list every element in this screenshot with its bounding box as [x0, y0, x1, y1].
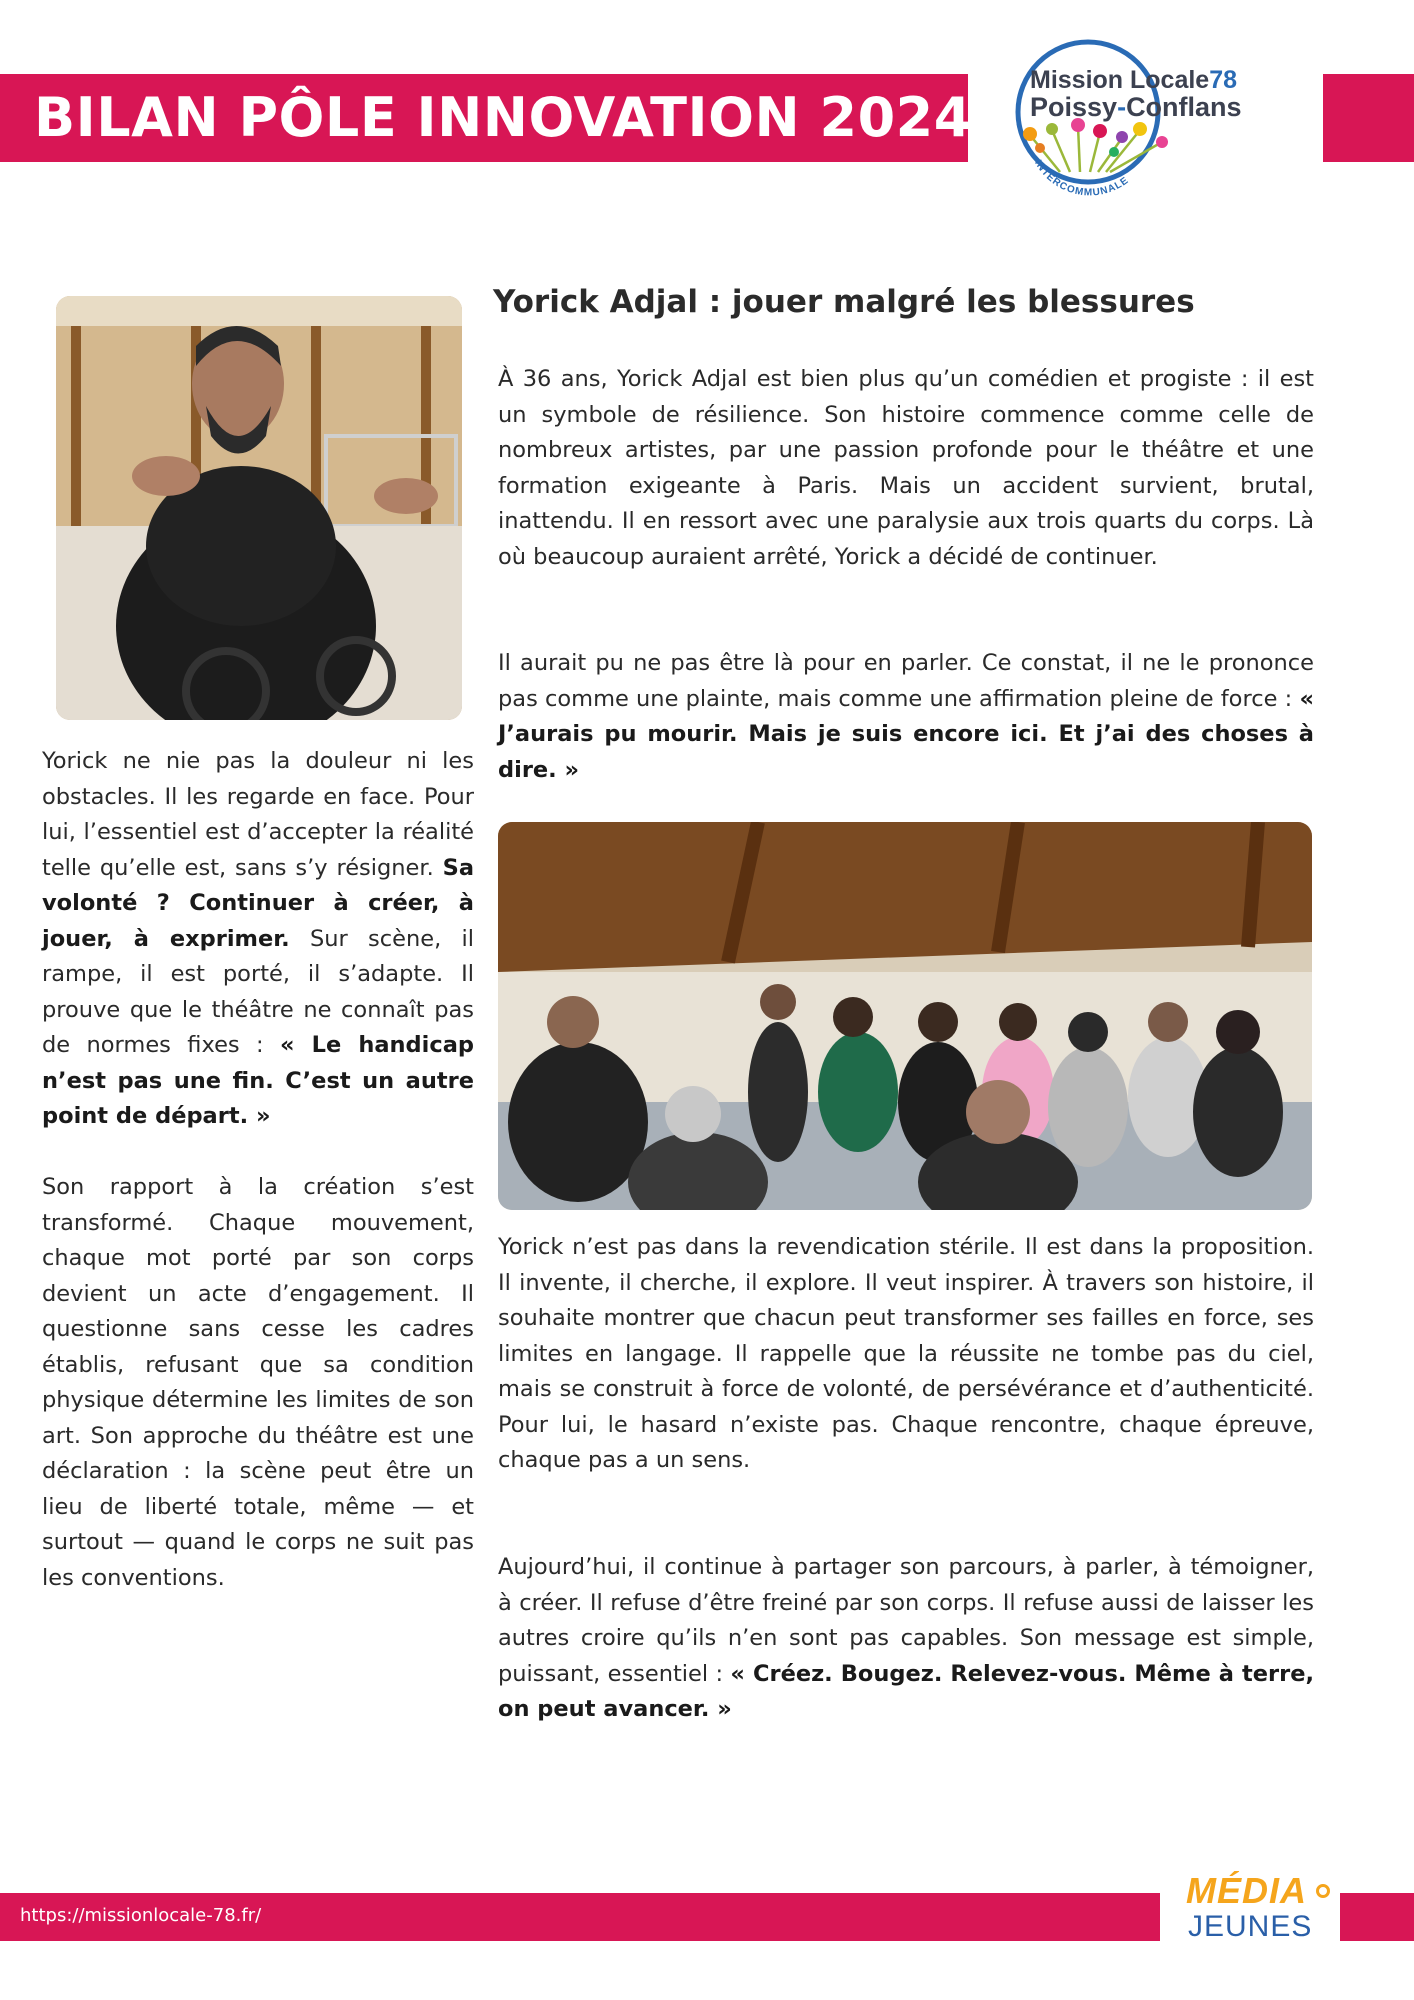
logo-title: Mission Locale78 [1030, 66, 1238, 94]
quote-3: « Créez. Bougez. Relevez-vous. Même à terre, on peut avancer. » [498, 1660, 1314, 1722]
logo-subtitle: Poissy-Conflans [1030, 92, 1242, 122]
quote-1: « J’aurais pu mourir. Mais je suis encore ici. Et j’ai des choses à dire. » [498, 685, 1314, 783]
article-title: Yorick Adjal : jouer malgré les blessures [493, 284, 1195, 320]
footer-band-right [1340, 1893, 1414, 1941]
left-paragraph-2: Son rapport à la création s’est transformé. Chaque mouvement, chaque mot porté par son corps devient un acte d’engagement. Il questionne sans cesse les cadres établis, refusant que sa condition physique détermine les limites de son art. Son approche du théâtre est une déclaration : la scène peut être un lieu de liberté totale, même — et surtout — quand le corps ne suit pas les conventions. [42, 1174, 474, 1591]
header-band-right [1323, 74, 1414, 162]
mission-locale-logo[interactable] [990, 30, 1310, 210]
article-paragraph-2: Il aurait pu ne pas être là pour en parler. Ce constat, il ne le prononce pas comme une plainte, mais comme une affirmation pleine de force : « J’aurais pu mourir. Mais je suis encore ici. Et j’ai des choses à dire. » [498, 650, 1314, 783]
article-paragraph-1: À 36 ans, Yorick Adjal est bien plus qu’un comédien et progiste : il est un symbole de résilience. Son histoire commence comme celle de nombreux artistes, par une passion profonde pour le théâtre et une formation exigeante à Paris. Mais un accident survient, brutal, inattendu. Il en ressort avec une paralysie aux trois quarts du corps. Là où beaucoup auraient arrêté, Yorick a décidé de continuer. [498, 366, 1314, 570]
article-paragraph-4: Aujourd’hui, il continue à partager son parcours, à parler, à témoigner, à créer. Il refuse d’être freiné par son corps. Il refuse aussi de laisser les autres croire qu’ils n’en sont pas capables. Son message est simple, puissant, essentiel : « Créez. Bougez. Relevez-vous. Même à terre, on peut avancer. » [498, 1554, 1314, 1722]
media-logo-top: MÉDIA [1186, 1870, 1307, 1911]
target-icon [1316, 1884, 1330, 1898]
logo-badge [990, 30, 1310, 210]
media-jeunes-logo[interactable] [1178, 1870, 1338, 1950]
footer-url-link[interactable]: https://missionlocale-78.fr/ [20, 1905, 262, 1926]
page-title: BILAN PÔLE INNOVATION 2024 [34, 86, 972, 149]
svg-text:INTERCOMMUNALE: INTERCOMMUNALE [1032, 158, 1132, 199]
portrait-photo [56, 296, 462, 720]
left-paragraph-1: Yorick ne nie pas la douleur ni les obstacles. Il les regarde en face. Pour lui, l’essentiel est d’accepter la réalité telle qu’elle est, sans s’y résigner. Sa volonté ? Continuer à créer, à jouer, à exprimer. Sur scène, il rampe, il est porté, il s’adapte. Il prouve que le théâtre ne connaît pas de normes fixes : « Le handicap n’est pas une fin. C’est un autre point de départ. » [42, 748, 474, 1129]
group-photo [498, 822, 1312, 1210]
media-logo-bottom: JEUNES [1188, 1910, 1313, 1943]
article-paragraph-3: Yorick n’est pas dans la revendication stérile. Il est dans la proposition. Il invente, il cherche, il explore. Il veut inspirer. À travers son histoire, il souhaite montrer que chacun peut transformer ses failles en force, ses limites en langage. Il rappelle que la réussite ne tombe pas du ciel, mais se construit à force de volonté, de persévérance et d’authenticité. Pour lui, le hasard n’existe pas. Chaque rencontre, chaque épreuve, chaque pas a un sens. [498, 1234, 1314, 1473]
quote-2: « Le handicap n’est pas une fin. C’est un autre point de départ. » [42, 1032, 474, 1129]
highlight-volonte: Sa volonté ? Continuer à créer, à jouer, à exprimer. [42, 854, 474, 952]
